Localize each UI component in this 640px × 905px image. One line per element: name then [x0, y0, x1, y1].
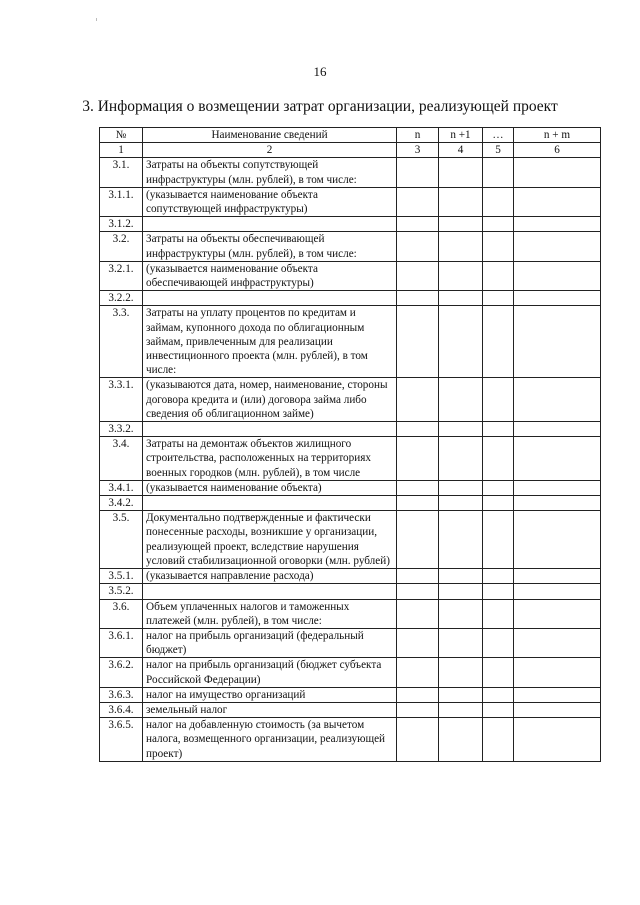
table-row [100, 306, 601, 378]
value-cell-n-plus-m [514, 158, 601, 187]
value-cell-n-plus-1 [439, 422, 483, 437]
value-cell-ellipsis [483, 378, 514, 422]
column-number-row [100, 143, 601, 158]
row-number: 3.6.4. [100, 702, 143, 717]
value-cell-n-plus-m [514, 702, 601, 717]
row-name [143, 422, 397, 437]
row-number: 3.4.1. [100, 480, 143, 495]
value-cell-n-plus-1 [439, 569, 483, 584]
table-row [100, 261, 601, 290]
value-cell-n [397, 187, 439, 216]
table-row [100, 687, 601, 702]
value-cell-n-plus-1 [439, 217, 483, 232]
row-name: Затраты на демонтаж объектов жилищного строительства, расположенных на территориях военных городков (млн. рублей), в том числе [143, 437, 397, 481]
value-cell-ellipsis [483, 658, 514, 687]
value-cell-n-plus-1 [439, 232, 483, 261]
value-cell-ellipsis [483, 687, 514, 702]
value-cell-n-plus-m [514, 511, 601, 569]
value-cell-n-plus-m [514, 378, 601, 422]
row-name: Документально подтвержденные и фактически понесенные расходы, возникшие у организации, реализующей проект, вследствие нарушения условий стабилизационной оговорки (млн. рублей) [143, 511, 397, 569]
value-cell-n-plus-m [514, 687, 601, 702]
value-cell-ellipsis [483, 261, 514, 290]
value-cell-n [397, 261, 439, 290]
value-cell-n-plus-m [514, 291, 601, 306]
row-number: 3.5.1. [100, 569, 143, 584]
value-cell-ellipsis [483, 584, 514, 599]
table-row [100, 217, 601, 232]
header-cell-number: № [100, 128, 143, 143]
value-cell-n-plus-1 [439, 702, 483, 717]
value-cell-ellipsis [483, 718, 514, 762]
row-number: 3.2.2. [100, 291, 143, 306]
header-cell-name: Наименование сведений [143, 128, 397, 143]
header-cell-ellipsis: … [483, 128, 514, 143]
value-cell-ellipsis [483, 187, 514, 216]
row-number: 3.4.2. [100, 496, 143, 511]
value-cell-n-plus-1 [439, 291, 483, 306]
value-cell-ellipsis [483, 217, 514, 232]
page-number: 16 [313, 64, 327, 79]
table-row [100, 291, 601, 306]
table-row [100, 480, 601, 495]
value-cell-n-plus-m [514, 599, 601, 628]
value-cell-ellipsis [483, 569, 514, 584]
value-cell-n-plus-1 [439, 718, 483, 762]
row-name: Затраты на объекты обеспечивающей инфраструктуры (млн. рублей), в том числе: [143, 232, 397, 261]
value-cell-ellipsis [483, 511, 514, 569]
header-cell-n-plus-1: n +1 [439, 128, 483, 143]
row-name: (указывается наименование объекта) [143, 480, 397, 495]
table-row [100, 511, 601, 569]
header-row [100, 128, 601, 143]
value-cell-ellipsis [483, 628, 514, 657]
value-cell-n [397, 158, 439, 187]
row-number: 3.3.2. [100, 422, 143, 437]
row-name: налог на прибыль организаций (бюджет субъекта Российской Федерации) [143, 658, 397, 687]
value-cell-n-plus-1 [439, 511, 483, 569]
value-cell-ellipsis [483, 306, 514, 378]
row-number: 3.6.2. [100, 658, 143, 687]
row-name: Затраты на объекты сопутствующей инфраструктуры (млн. рублей), в том числе: [143, 158, 397, 187]
column-number: 4 [439, 143, 483, 158]
page-title: 3. Информация о возмещении затрат организации, реализующей проект [82, 98, 558, 115]
value-cell-n [397, 291, 439, 306]
value-cell-n-plus-1 [439, 437, 483, 481]
info-table [99, 127, 601, 762]
value-cell-n-plus-1 [439, 496, 483, 511]
table-row [100, 584, 601, 599]
row-name: (указывается наименование объекта сопутствующей инфраструктуры) [143, 187, 397, 216]
row-number: 3.6. [100, 599, 143, 628]
table-row [100, 658, 601, 687]
value-cell-n [397, 217, 439, 232]
table-row [100, 232, 601, 261]
value-cell-n-plus-m [514, 496, 601, 511]
value-cell-n [397, 480, 439, 495]
value-cell-ellipsis [483, 437, 514, 481]
table-row [100, 718, 601, 762]
value-cell-n [397, 569, 439, 584]
value-cell-n-plus-m [514, 217, 601, 232]
value-cell-n [397, 422, 439, 437]
row-name: Затраты на уплату процентов по кредитам и займам, купонного дохода по облигационным займам, привлеченным для реализации инвестиционного проекта (млн. рублей), в том числе: [143, 306, 397, 378]
row-name: налог на прибыль организаций (федеральный бюджет) [143, 628, 397, 657]
value-cell-n-plus-1 [439, 599, 483, 628]
row-number: 3.2. [100, 232, 143, 261]
value-cell-n-plus-1 [439, 187, 483, 216]
row-number: 3.5.2. [100, 584, 143, 599]
value-cell-n [397, 437, 439, 481]
table-row [100, 422, 601, 437]
table-row [100, 599, 601, 628]
value-cell-n [397, 496, 439, 511]
row-number: 3.3. [100, 306, 143, 378]
row-name [143, 217, 397, 232]
value-cell-n [397, 718, 439, 762]
value-cell-ellipsis [483, 158, 514, 187]
value-cell-n-plus-m [514, 261, 601, 290]
value-cell-n-plus-m [514, 437, 601, 481]
value-cell-ellipsis [483, 291, 514, 306]
value-cell-n-plus-m [514, 422, 601, 437]
row-number: 3.6.1. [100, 628, 143, 657]
value-cell-ellipsis [483, 496, 514, 511]
value-cell-n-plus-m [514, 628, 601, 657]
value-cell-n [397, 306, 439, 378]
value-cell-n-plus-1 [439, 687, 483, 702]
value-cell-n [397, 628, 439, 657]
value-cell-n [397, 232, 439, 261]
row-name: (указываются дата, номер, наименование, стороны договора кредита и (или) договора займа либо сведения об облигационном займе) [143, 378, 397, 422]
column-number: 5 [483, 143, 514, 158]
value-cell-n-plus-m [514, 584, 601, 599]
row-name [143, 496, 397, 511]
row-number: 3.4. [100, 437, 143, 481]
row-name: (указывается наименование объекта обеспечивающей инфраструктуры) [143, 261, 397, 290]
value-cell-ellipsis [483, 422, 514, 437]
value-cell-n-plus-1 [439, 480, 483, 495]
value-cell-ellipsis [483, 599, 514, 628]
row-name: земельный налог [143, 702, 397, 717]
value-cell-n-plus-1 [439, 584, 483, 599]
value-cell-n [397, 599, 439, 628]
column-number: 1 [100, 143, 143, 158]
row-number: 3.1.2. [100, 217, 143, 232]
value-cell-n [397, 702, 439, 717]
value-cell-n-plus-m [514, 480, 601, 495]
value-cell-n-plus-m [514, 658, 601, 687]
value-cell-n-plus-1 [439, 158, 483, 187]
row-number: 3.2.1. [100, 261, 143, 290]
value-cell-n [397, 378, 439, 422]
row-name: (указывается направление расхода) [143, 569, 397, 584]
value-cell-n-plus-m [514, 187, 601, 216]
table-row [100, 378, 601, 422]
header-cell-n: n [397, 128, 439, 143]
row-number: 3.1. [100, 158, 143, 187]
row-name [143, 291, 397, 306]
header-cell-n-plus-m: n + m [514, 128, 601, 143]
table-row [100, 187, 601, 216]
row-number: 3.3.1. [100, 378, 143, 422]
scan-mark [96, 18, 97, 21]
value-cell-ellipsis [483, 232, 514, 261]
value-cell-n [397, 584, 439, 599]
value-cell-ellipsis [483, 480, 514, 495]
row-name: Объем уплаченных налогов и таможенных платежей (млн. рублей), в том числе: [143, 599, 397, 628]
value-cell-n-plus-1 [439, 628, 483, 657]
value-cell-n [397, 658, 439, 687]
value-cell-n-plus-m [514, 306, 601, 378]
value-cell-n-plus-m [514, 232, 601, 261]
row-name: налог на добавленную стоимость (за вычетом налога, возмещенного организации, реализующей проект) [143, 718, 397, 762]
row-number: 3.6.3. [100, 687, 143, 702]
value-cell-n-plus-1 [439, 378, 483, 422]
column-number: 3 [397, 143, 439, 158]
row-name: налог на имущество организаций [143, 687, 397, 702]
row-name [143, 584, 397, 599]
table-row [100, 496, 601, 511]
table-row [100, 702, 601, 717]
column-number: 2 [143, 143, 397, 158]
value-cell-n [397, 687, 439, 702]
column-number: 6 [514, 143, 601, 158]
table-row [100, 158, 601, 187]
table-row [100, 569, 601, 584]
value-cell-n-plus-m [514, 569, 601, 584]
row-number: 3.1.1. [100, 187, 143, 216]
value-cell-n [397, 511, 439, 569]
table-row [100, 628, 601, 657]
value-cell-n-plus-1 [439, 658, 483, 687]
table-row [100, 437, 601, 481]
value-cell-n-plus-m [514, 718, 601, 762]
table-body [100, 158, 601, 761]
value-cell-n-plus-1 [439, 306, 483, 378]
value-cell-ellipsis [483, 702, 514, 717]
row-number: 3.5. [100, 511, 143, 569]
row-number: 3.6.5. [100, 718, 143, 762]
value-cell-n-plus-1 [439, 261, 483, 290]
